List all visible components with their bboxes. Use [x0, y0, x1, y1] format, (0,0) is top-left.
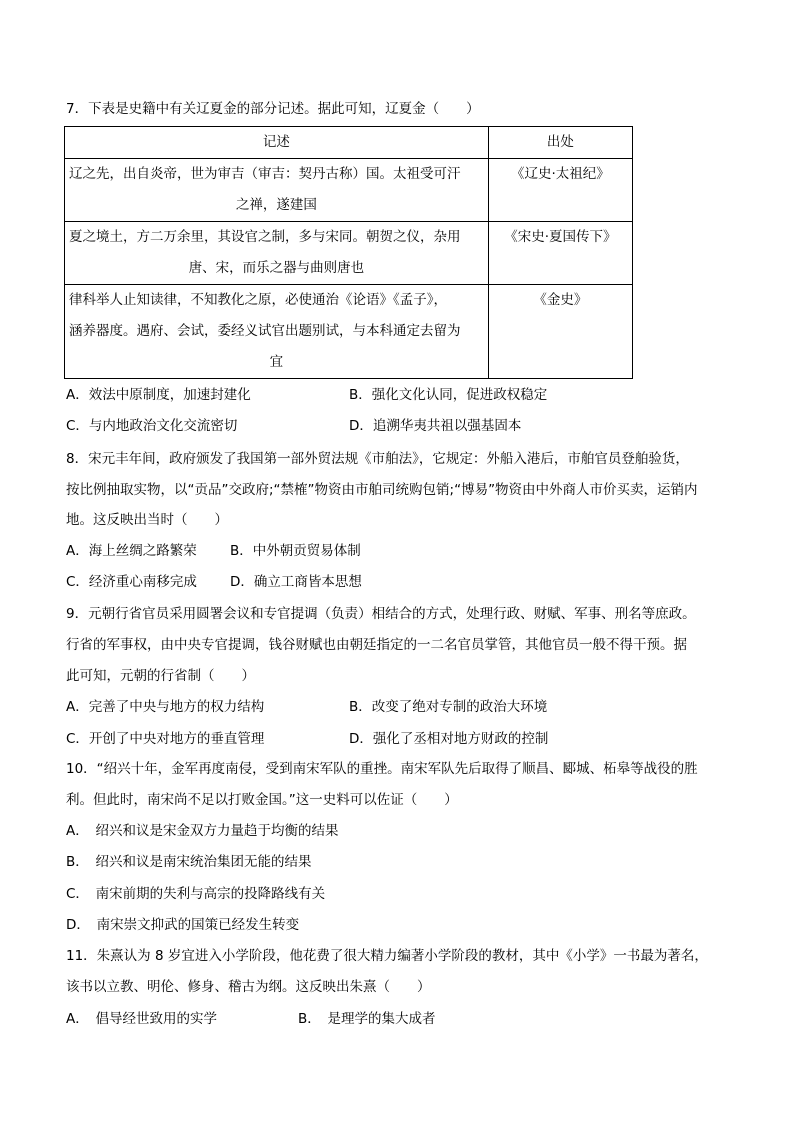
- q11-stem-line: 该书以立教、明伦、修身、稽古为纲。这反映出朱熹（ ）: [66, 979, 431, 995]
- cell-line: 夏之境土，方二万余里，其设官之制，多与宋同。朝贺之仪，杂用: [69, 229, 461, 245]
- table-cell-source: 《宋史·夏国传下》: [488, 222, 632, 285]
- q7-option-c: C．与内地政治文化交流密切: [66, 418, 238, 434]
- q8-stem-line: 8．宋元丰年间，政府颁发了我国第一部外贸法规《市舶法》，它规定：外船入港后，市舶官员登舶验货，: [66, 451, 689, 467]
- q7-option-a: A．效法中原制度，加速封建化: [66, 387, 251, 403]
- cell-line: 之禅，遂建国: [235, 197, 317, 213]
- table-header-row: [65, 127, 633, 159]
- table-cell-source: 《金史》: [488, 285, 632, 379]
- cell-line: 唐、宋，而乐之器与曲则唐也: [188, 260, 365, 276]
- q8-option-c: C．经济重心南移完成: [66, 574, 197, 590]
- q9-option-d: D．强化了丞相对地方财政的控制: [349, 731, 549, 747]
- table-cell-record: [65, 222, 489, 285]
- q8-stem-line: 地。这反映出当时（ ）: [66, 512, 228, 528]
- q9-option-b: B．改变了绝对专制的政治大环境: [349, 699, 548, 715]
- table-row: [65, 222, 633, 285]
- table-header-source: 出处: [488, 127, 632, 159]
- cell-line: 涵养器度。遇府、会试，委经义试官出题别试，与本科通定去留为: [69, 323, 461, 339]
- q9-stem-line: 9．元朝行省官员采用圆署会议和专官提调（负责）相结合的方式，处理行政、财赋、军事、刑名等庶政。: [66, 606, 696, 622]
- table-cell-record: [65, 159, 489, 222]
- q11-option-b: B． 是理学的集大成者: [298, 1011, 436, 1027]
- q10-option-a: A． 绍兴和议是宋金双方力量趋于均衡的结果: [66, 823, 339, 839]
- q8-option-b: B．中外朝贡贸易体制: [230, 543, 361, 559]
- q7-stem: 7．下表是史籍中有关辽夏金的部分记述。据此可知，辽夏金（ ）: [66, 101, 480, 117]
- table-row: [65, 285, 633, 379]
- table-row: [65, 159, 633, 222]
- q10-stem-line: 10．“绍兴十年，金军再度南侵，受到南宋军队的重挫。南宋军队先后取得了顺昌、郾城、柘皋等战役的胜: [66, 761, 698, 777]
- q10-option-c: C． 南宋前期的失利与高宗的投降路线有关: [66, 886, 326, 902]
- q7-option-b: B．强化文化认同，促进政权稳定: [349, 387, 548, 403]
- q7-option-d: D．追溯华夷共祖以强基固本: [349, 418, 522, 434]
- table-cell-record: [65, 285, 489, 379]
- q11-stem-line: 11．朱熹认为 8 岁宜进入小学阶段，他花费了很大精力编著小学阶段的教材，其中《小学》一书最为著名，: [66, 948, 708, 964]
- q11-option-a: A． 倡导经世致用的实学: [66, 1011, 217, 1027]
- q10-option-b: B． 绍兴和议是南宋统治集团无能的结果: [66, 854, 312, 870]
- q9-stem-line: 行省的军事权，由中央专官提调，钱谷财赋也由朝廷指定的一二名官员掌管，其他官员一般不得干预。据: [66, 637, 687, 653]
- q9-option-c: C．开创了中央对地方的垂直管理: [66, 731, 265, 747]
- cell-line: 律科举人止知读律，不知教化之原，必使通治《论语》《孟子》，: [69, 292, 447, 308]
- q8-option-d: D．确立工商皆本思想: [230, 574, 362, 590]
- q9-stem-line: 此可知，元朝的行省制（ ）: [66, 668, 255, 684]
- cell-line: 宜: [269, 354, 284, 370]
- table-cell-source: 《辽史·太祖纪》: [488, 159, 632, 222]
- q7-source-table: [64, 126, 633, 379]
- q9-option-a: A．完善了中央与地方的权力结构: [66, 699, 265, 715]
- cell-line: 辽之先，出自炎帝，世为审吉（审吉：契丹古称）国。太祖受可汗: [69, 166, 461, 182]
- q10-option-d: D． 南宋崇文抑武的国策已经发生转变: [66, 917, 300, 933]
- q8-stem-line: 按比例抽取实物，以“贡品”交政府;“禁榷”物资由市舶司统购包销;“博易”物资由中外商人市价买卖，运销内: [66, 482, 698, 498]
- table-header-record: 记述: [65, 127, 489, 159]
- q10-stem-line: 利。但此时，南宋尚不足以打败金国。”这一史料可以佐证（ ）: [66, 792, 458, 808]
- q8-option-a: A．海上丝绸之路繁荣: [66, 543, 197, 559]
